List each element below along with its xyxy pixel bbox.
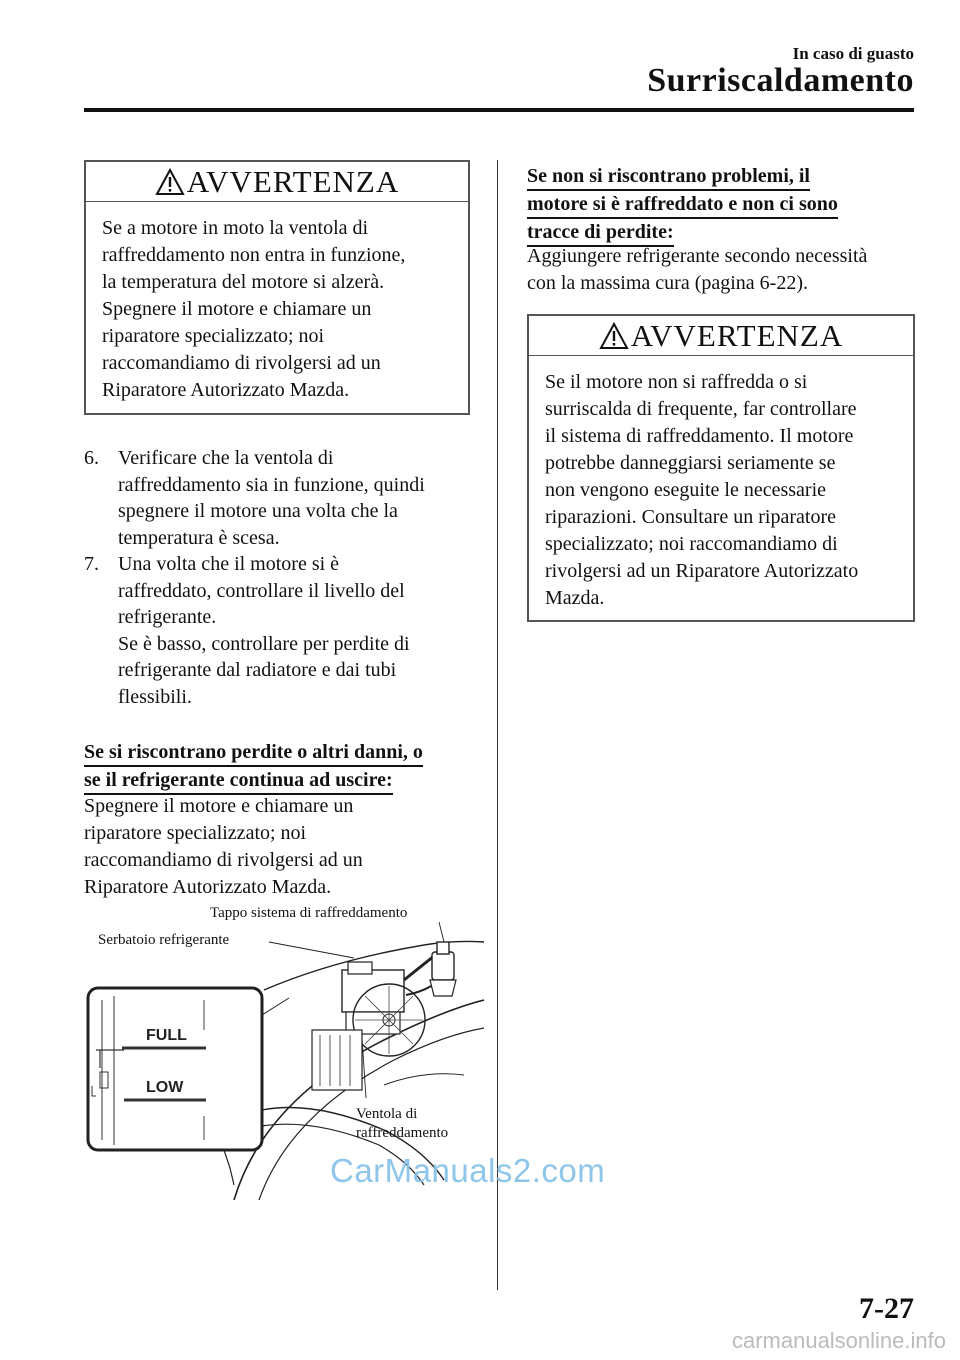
warning-line: il sistema di raffreddamento. Il motore xyxy=(545,425,854,447)
section-label: In caso di guasto xyxy=(792,44,914,63)
step-line: spegnere il motore una volta che la xyxy=(118,500,398,522)
warning-line: specializzato; noi raccomandiamo di xyxy=(545,533,838,555)
warning-header xyxy=(529,316,913,356)
warning-label: AVVERTENZA xyxy=(186,163,400,199)
warning-line: potrebbe danneggiarsi seriamente se xyxy=(545,452,836,474)
header-rule xyxy=(84,108,914,112)
heading-line: tracce di perdite: xyxy=(527,219,674,247)
column-divider xyxy=(497,160,498,1290)
warning-line: raffreddamento non entra in funzione, xyxy=(102,244,406,266)
step-text xyxy=(118,445,484,551)
warning-header xyxy=(86,162,468,202)
body-line: con la massima cura (pagina 6-22). xyxy=(527,272,809,294)
warning-line: surriscalda di frequente, far controllare xyxy=(545,398,857,420)
section-heading-leaks xyxy=(84,739,484,795)
page-number: 7-27 xyxy=(859,1292,914,1325)
warning-line: Riparatore Autorizzato Mazda. xyxy=(102,379,350,401)
label-cooling-cap: Tappo sistema di raffreddamento xyxy=(210,905,408,921)
heading-line: se il refrigerante continua ad uscire: xyxy=(84,767,393,795)
section-body-no-problems xyxy=(527,243,927,297)
step-line: raffreddamento sia in funzione, quindi xyxy=(118,473,425,496)
body-line: Aggiungere refrigerante secondo necessità xyxy=(527,245,868,267)
heading-line: Se si riscontrano perdite o altri danni, o xyxy=(84,739,423,767)
step-line: raffreddato, controllare il livello del xyxy=(118,579,405,602)
page-title: Surriscaldamento xyxy=(647,62,914,99)
warning-line: la temperatura del motore si alzerà. xyxy=(102,271,385,293)
step-number: 7. xyxy=(84,553,99,575)
body-line: Spegnere il motore e chiamare un xyxy=(84,795,354,817)
step-line: Verificare che la ventola di xyxy=(118,447,334,469)
warning-line: Se il motore non si raffredda o si xyxy=(545,371,808,393)
warning-text xyxy=(86,202,468,404)
warning-triangle-icon xyxy=(599,322,629,350)
section-heading-no-problems xyxy=(527,163,927,247)
watermark: CarManuals2.com xyxy=(330,1152,606,1189)
step-line: Se è basso, controllare per perdite di xyxy=(118,632,410,655)
step-line: refrigerante dal radiatore e dai tubi xyxy=(118,659,397,681)
step-line: temperatura è scesa. xyxy=(118,526,280,549)
warning-line: raccomandiamo di rivolgersi ad un xyxy=(102,352,381,374)
warning-box-1 xyxy=(84,160,470,415)
step-item xyxy=(84,445,484,551)
step-line: flessibili. xyxy=(118,685,192,708)
warning-line: Mazda. xyxy=(545,587,605,609)
body-line: raccomandiamo di rivolgersi ad un xyxy=(84,849,363,871)
step-line: refrigerante. xyxy=(118,606,217,628)
heading-line: motore si è raffreddato e non ci sono xyxy=(527,191,838,219)
warning-line: rivolgersi ad un Riparatore Autorizzato xyxy=(545,560,859,582)
level-low-mark: LOW xyxy=(146,1079,184,1096)
body-line: riparatore specializzato; noi xyxy=(84,822,307,844)
step-item xyxy=(84,551,484,710)
warning-line: riparatore specializzato; noi xyxy=(102,325,325,347)
step-line: Una volta che il motore si è xyxy=(118,553,340,575)
warning-box-2 xyxy=(527,314,915,622)
level-full-mark: FULL xyxy=(146,1027,187,1044)
label-cooling-fan-2: raffreddamento xyxy=(356,1125,449,1141)
step-text xyxy=(118,551,484,710)
warning-triangle-icon xyxy=(155,168,185,196)
warning-text xyxy=(529,356,913,612)
steps-list xyxy=(84,445,484,710)
warning-line: Se a motore in moto la ventola di xyxy=(102,217,369,239)
footer-watermark: carmanualsonline.info xyxy=(731,1328,946,1353)
label-cooling-fan-1: Ventola di xyxy=(356,1106,418,1122)
section-body-leaks xyxy=(84,793,484,901)
heading-line: Se non si riscontrano problemi, il xyxy=(527,163,810,191)
warning-line: Spegnere il motore e chiamare un xyxy=(102,298,372,320)
step-number: 6. xyxy=(84,447,99,469)
warning-line: riparazioni. Consultare un riparatore xyxy=(545,506,836,528)
label-coolant-reservoir: Serbatoio refrigerante xyxy=(98,932,230,948)
warning-label: AVVERTENZA xyxy=(630,317,844,353)
warning-line: non vengono eseguite le necessarie xyxy=(545,479,827,501)
body-line: Riparatore Autorizzato Mazda. xyxy=(84,876,332,898)
